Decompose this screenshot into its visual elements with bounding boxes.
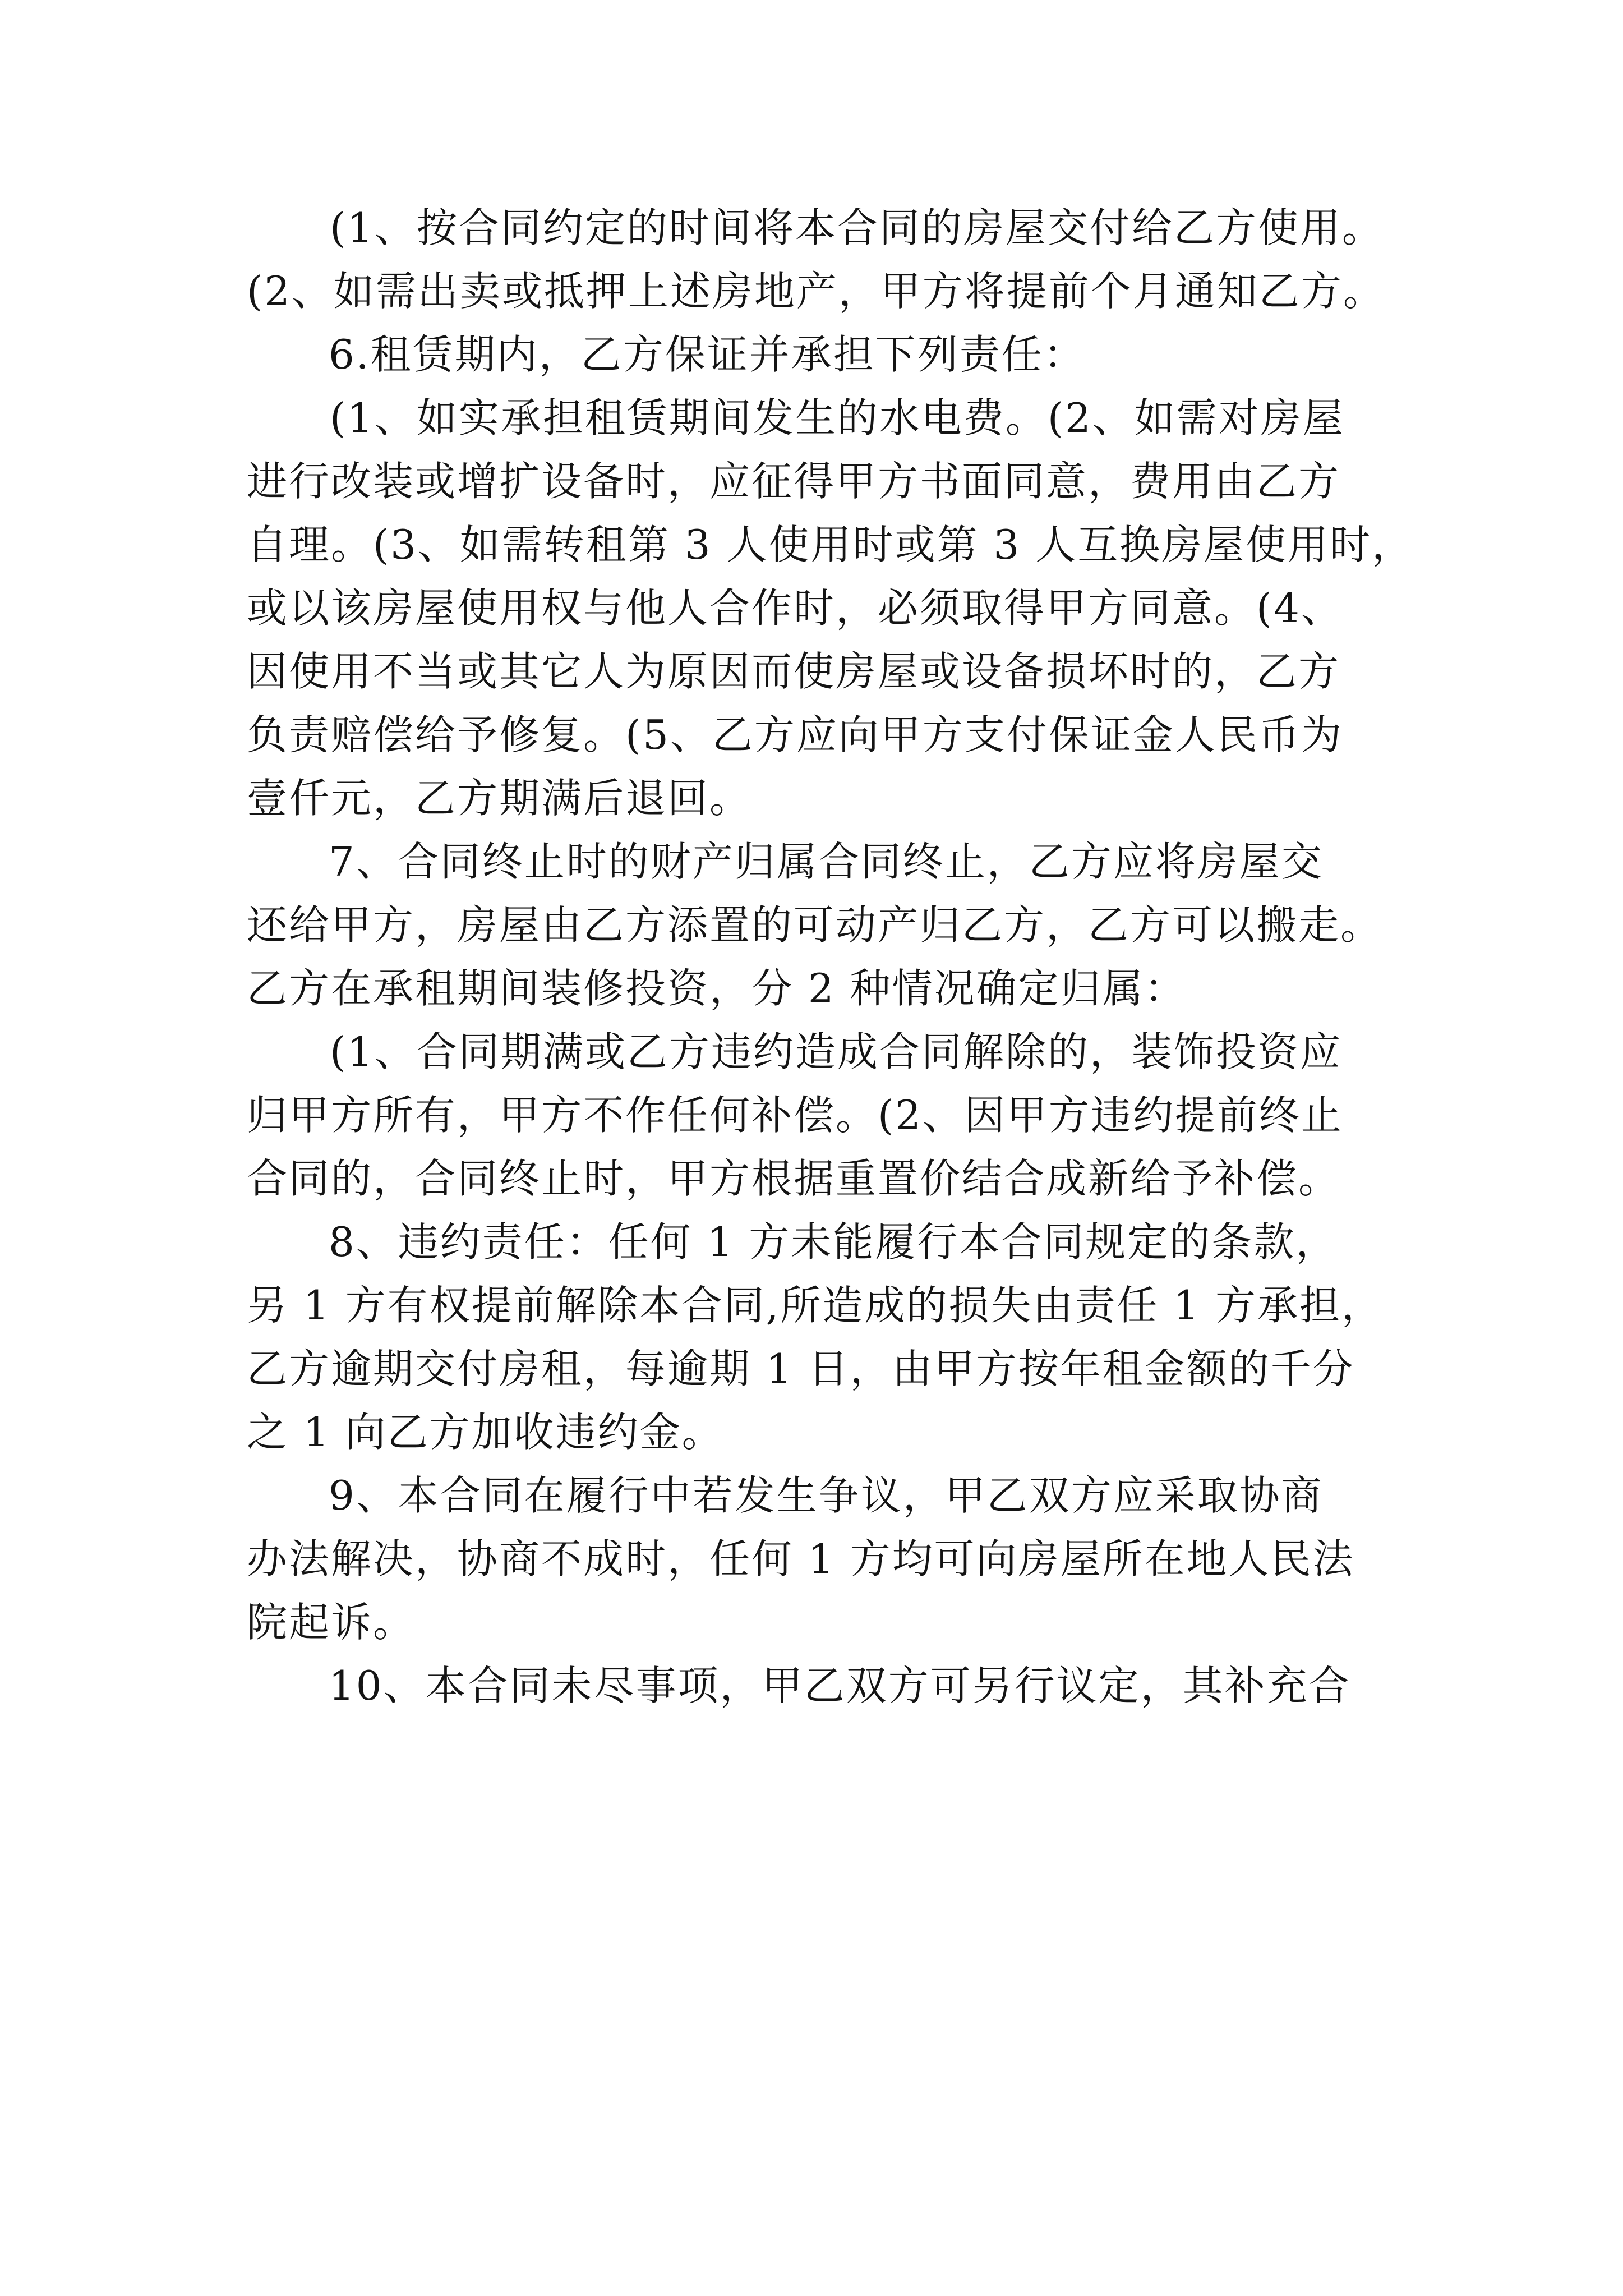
clause-line: (1、按合同约定的时间将本合同的房屋交付给乙方使用。 (330, 204, 1384, 251)
clause-heading: 10、本合同未尽事项，甲乙双方可另行议定，其补充合 (329, 1662, 1351, 1709)
clause-line: (2、如需出卖或抵押上述房地产，甲方将提前个月通知乙方。 (247, 268, 1385, 315)
clause-line: (1、合同期满或乙方违约造成合同解除的，装饰投资应 (330, 1028, 1342, 1075)
clause-heading: 6.租赁期内，乙方保证并承担下列责任： (329, 331, 1086, 378)
clause-line: 自理。(3、如需转租第 3 人使用时或第 3 人互换房屋使用时， (247, 521, 1414, 568)
clause-line: 合同的，合同终止时，甲方根据重置价结合成新给予补偿。 (247, 1155, 1341, 1202)
clause-line: 办法解决，协商不成时，任何 1 方均可向房屋所在地人民法 (247, 1535, 1355, 1582)
clause-line: 负责赔偿给予修复。(5、乙方应向甲方支付保证金人民币为 (247, 711, 1343, 758)
clause-line: 还给甲方，房屋由乙方添置的可动产归乙方，乙方可以搬走。 (247, 901, 1383, 949)
clause-line: 之 1 向乙方加收违约金。 (247, 1409, 724, 1456)
clause-line: 因使用不当或其它人为原因而使房屋或设备损坏时的，乙方 (247, 648, 1341, 695)
clause-line: 壹仟元，乙方期满后退回。 (247, 775, 752, 822)
clause-heading: 9、本合同在履行中若发生争议，甲乙双方应采取协商 (329, 1472, 1324, 1519)
clause-line: 另 1 方有权提前解除本合同,所造成的损失由责任 1 方承担， (247, 1282, 1384, 1329)
clause-line: 归甲方所有，甲方不作任何补偿。(2、因甲方违约提前终止 (247, 1092, 1343, 1139)
clause-line: 乙方逾期交付房租，每逾期 1 日，由甲方按年租金额的千分 (247, 1345, 1355, 1392)
clause-heading: 7、合同终止时的财产归属合同终止，乙方应将房屋交 (329, 838, 1324, 885)
contract-text (247, 196, 1430, 1718)
clause-line: (1、如实承担租赁期间发生的水电费。(2、如需对房屋 (330, 394, 1345, 441)
clause-heading: 8、违约责任：任何 1 方未能履行本合同规定的条款， (329, 1218, 1338, 1266)
clause-line: 进行改装或增扩设备时，应征得甲方书面同意，费用由乙方 (247, 458, 1341, 505)
clause-line: 乙方在承租期间装修投资，分 2 种情况确定归属： (247, 965, 1187, 1012)
clause-line: 或以该房屋使用权与他人合作时，必须取得甲方同意。(4、 (247, 585, 1343, 632)
clause-line: 院起诉。 (247, 1599, 416, 1646)
